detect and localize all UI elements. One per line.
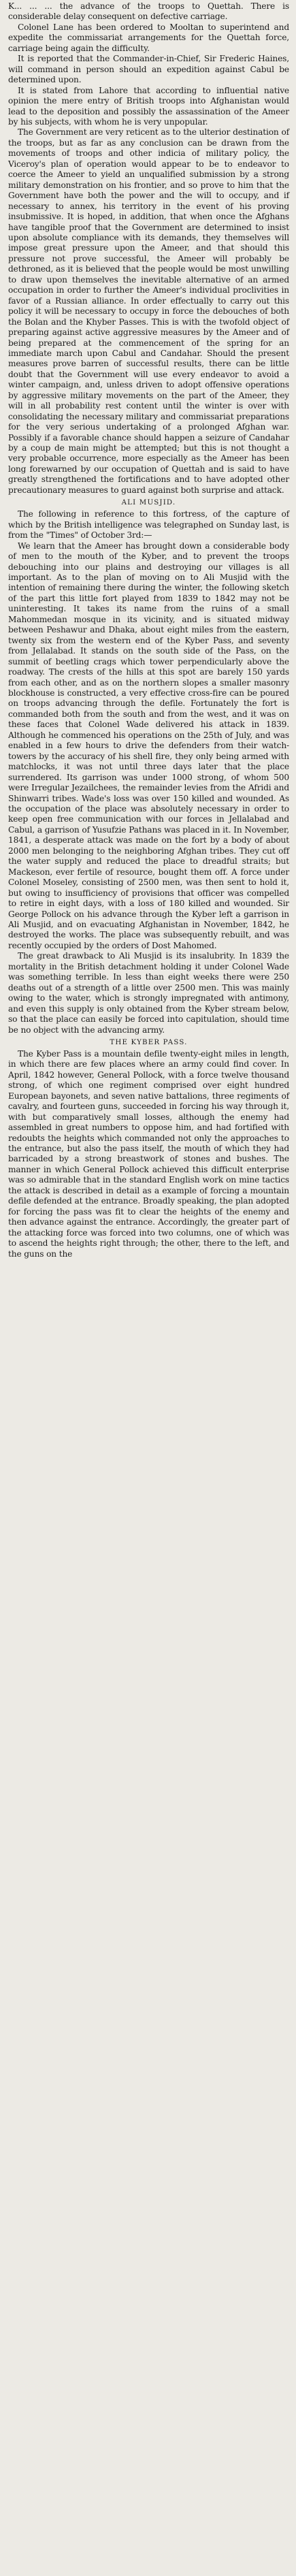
section-heading-kyber-pass: THE KYBER PASS. xyxy=(110,1038,188,1046)
article-paragraph: The Kyber Pass is a mountain defile twenty-eight miles in length, in which there are few places where an army could find cover. In April, 1842 however, General Pollock, with a force twelve thousand strong, of which one regiment comprised over eight hundred European bayonets, and seven native battalions, three regiments of cavalry, and fourteen guns, succeeded in forcing his way through it, with but comparatively small losses, although the enemy had assembled in great numbers to oppose him, and had fortified with redoubts the heights which commanded not only the approaches to the entrance, but also the pass itself, the mouth of which they had barricaded by a strong breastwork of stones and bushes. The manner in which General Pollock achieved this difficult enterprise was so admirable that in the standard English work on mine tactics the attack is described in detail as a example of forcing a mountain defile defended at the entrance. Broadly speaking, the plan adopted for forcing the pass was fit to clear the heights of the enemy and then advance against the entrance. Accordingly, the greater part of the attacking force was forced into two columns, one of which was to ascend the heights right through; the other, there to the left, and the guns on the xyxy=(8,1048,289,1259)
article-paragraph: The great drawback to Ali Musjid is its insalubrity. In 1839 the mortality in the British detachment holding it under Colonel Wade was something terrible. In less than eight weeks there were 250 deaths out of a strength of a little over 2500 men. This was mainly owing to the water, which is strongly impregnated with antimony, and even this supply is only obtained from the Kyber stream below, so that the place can easily be forced into capitulation, should time be no object with the advancing army. xyxy=(8,951,289,1035)
article-paragraph: It is stated from Lahore that according to influential native opinion the mere entry of British troops into Afghanistan would lead to the deposition and possibly the assassination of the Ameer by his subjects, with whom he is very unpopular. xyxy=(8,85,289,127)
article-paragraph: It is reported that the Commander-in-Chief, Sir Frederic Haines, will command in person should an expedition against Cabul be determined upon. xyxy=(8,54,289,85)
article-paragraph: We learn that the Ameer has brought down a considerable body of men to the mouth of the Kyber, and to prevent the troops debouching into our plains and destroying our villages is all important. As to the plan of moving on to Ali Musjid with the intention of remaining there during the winter, the following sketch of the part this little fort played from 1839 to 1842 may not be uninteresting. It takes its name from the ruins of a small Mahommedan mosque in its vicinity, and is situated midway between Peshawur and Dhaka, about eight miles from the eastern, twenty six from the western end of the Kyber Pass, and seventy from Jellalabad. It stands on the south side of the Pass, on the summit of beetling crags which tower perpendicularly above the roadway. The crests of the hills at this spot are barely 150 yards from each other, and as on the northern slopes a smaller masonry blockhouse is constructed, a very effective cross-fire can be poured on troops advancing through the defile. Fortunately the fort is commanded both from the south and from the west, and it was on these faces that Colonel Wade delivered his attack in 1839. Although he commenced his operations on the 25th of July, and was enabled in a few hours to drive the defenders from their watch-towers by the accuracy of his shell fire, they only being armed with matchlocks, it was not until three days later that the place surrendered. Its garrison was under 1000 strong, of whom 500 were Irregular Jezailchees, the remainder levies from the Afridi and Shinwarri tribes. Wade's loss was over 150 killed and wounded. As the occupation of the place was absolutely necessary in order to keep open free communication with our forces in Jellalabad and Cabul, a garrison of Yusufzie Pathans was placed in it. In November, 1841, a desperate attack was made on the fort by a body of about 2000 men belonging to the neighboring Afghan tribes. They cut off the water supply and reduced the place to dreadful straits; but Mackeson, ever fertile of resource, bought them off. A force under Colonel Moseley, consisting of 2500 men, was then sent to hold it, but owing to insufficiency of provisions that officer was compelled to retire in eight days, with a loss of 180 killed and wounded. Sir George Pollock on his advance through the Kyber left a garrison in Ali Musjid, and on evacuating Afghanistan in November, 1842, he destroyed the works. The place was subsequently rebuilt, and was recently occupied by the orders of Dost Mahomed. xyxy=(8,541,289,950)
article-paragraph: Colonel Lane has been ordered to Mooltan to superintend and expedite the commissariat arrangements for the Quettah force, carriage being again the difficulty. xyxy=(8,22,289,53)
article-paragraph: The following in reference to this fortress, of the capture of which by the British intelligence was telegraphed on Sunday last, is from the "Times" of October 3rd:— xyxy=(8,509,289,541)
article-paragraph: The Government are very reticent as to the ulterior destination of the troops, but as far as any conclusion can be drawn from the movements of troops and other indicia of military policy, the Viceroy's plan of operation would appear to be to endeavor to coerce the Ameer to yield an unqualified submission by a strong military demonstration on his frontier, and so prove to him that the Government have both the power and the will to occupy, and if necessary to annex, his territory in the event of his proving insubmissive. It is hoped, in addition, that when once the Afghans have tangible proof that the Government are determined to insist upon absolute compliance with its demands, they themselves will impose great pressure upon the Ameer, and that should this pressure not prove successful, the Ameer will probably be dethroned, as it is believed that the people would be most unwilling to draw upon themselves the inevitable alternative of an armed occupation in order to further the Ameer's individual proclivities in favor of a Russian alliance. In order effectually to carry out this policy it will be necessary to occupy in force the debouches of both the Bolan and the Khyber Passes. This is with the twofold object of preparing against active aggressive measures by the Ameer and of being prepared at the commencement of the spring for an immediate march upon Cabul and Candahar. Should the present measures prove barren of successful results, there can be little doubt that the Government will use every endeavor to avoid a winter campaign, and, unless driven to adopt offensive operations by aggressive military movements on the part of the Ameer, they will in all probability rest content until the winter is over with consolidating the necessary military and commissariat preparations for the very serious undertaking of a prolonged Afghan war. Possibly if a favorable chance should happen a seizure of Candahar by a coup de main might be attempted; but this is not thought a very probable occurrence, more especially as the Ameer has been long forewarned by our occupation of Quettah and is said to have greatly strengthened the fortifications and to have adopted other precautionary measures to guard against both surprise and attack. xyxy=(8,127,289,495)
section-heading-ali-musjid: ALI MUSJID. xyxy=(121,499,176,507)
article-paragraph: K... ... ... the advance of the troops to Quettah. There is considerable delay consequent on defective carriage. xyxy=(8,1,289,22)
